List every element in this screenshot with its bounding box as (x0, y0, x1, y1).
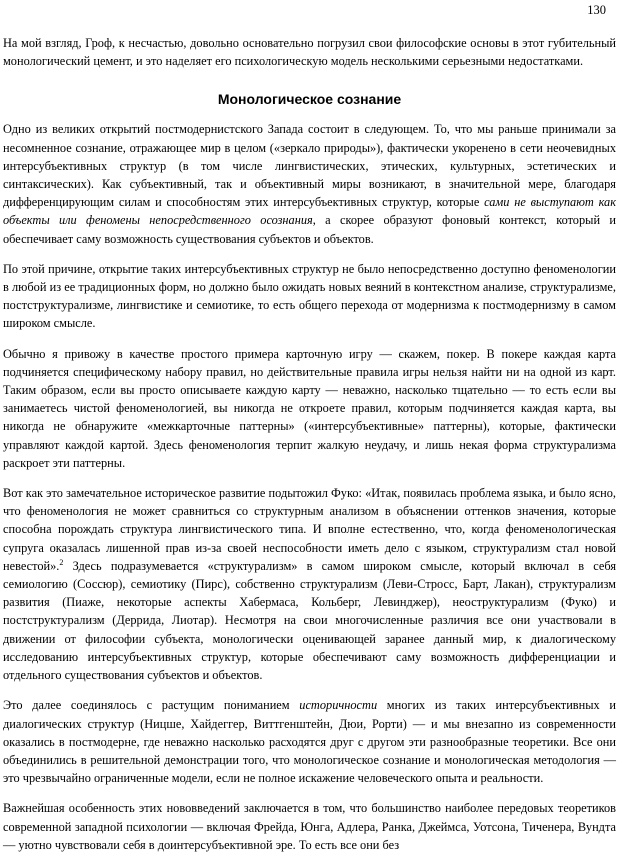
paragraph-4 (3, 484, 616, 684)
paragraph-1-emphasis: сами не выступают как объекты или феномены непосредственного осознания (3, 195, 616, 228)
paragraph-5-text-a: Это далее соединялось с растущим пониманием (3, 698, 300, 713)
paragraph-1-text-a: Одно из великих открытий постмодернистского Запада состоит в следующем. То, что мы раньше принимали за несомненное сознание, отражающее мир в целом («зеркало природы»), фактически укоренено в сети неочевидных интерсубъективных структур (в том числе лингвистических, этических, культурных, эстетических и синтаксических). Как субъективный, так и объективный миры возникают, в значительной мере, благодаря дифференцирующим силам и способностям этих интерсубъективных структур, которые (3, 122, 616, 210)
footnote-ref: 2 (59, 557, 64, 567)
paragraph-6: Важнейшая особенность этих нововведений заключается в том, что большинство наиболее передовых теоретиков современной западной психологии — включая Фрейда, Юнга, Адлера, Ранка, Джеймса, Уотсона, Тиченера, Вундта — уютно чувствовали себя в доинтерсубъективной эре. То есть все они без (3, 801, 616, 852)
paragraph-5-emphasis: историчности (299, 698, 378, 713)
paragraph-5-text-b: многих из таких интерсубъективных и диалогических структур (Ницше, Хайдеггер, Виттгенштейн, Дюи, Рорти) — и мы внезапно из современности оказались в постмодерне, где неважно насколько расходятся друг с другом эти разнообразные теоретики. Все они объединились в решительной демонстрации того, что монологическое сознание и монологическая методология — это чрезвычайно ограниченные модели, если не полное искажение человеческого опыта и реальности. (3, 698, 616, 786)
paragraph-intro: На мой взгляд, Гроф, к несчастью, довольно основательно погрузил свои философские основы в этот губительный монологический цемент, и это наделяет его психологическую модель несколькими серьезными недостатками. (3, 36, 616, 69)
paragraph-3: Обычно я привожу в качестве простого примера карточную игру — скажем, покер. В покере каждая карта подчиняется специфическому набору правил, но действительные правила игры нельзя найти ни на одной из карт. Таким образом, если вы просто описываете каждую карту — неважно, насколько тщательно — то есть если вы занимаетесь чистой феноменологией, вы никогда не откроете правил, которым подчиняется каждая карта, вы никогда не обнаружите «межкарточные паттерны» («интерсубъективные» паттерны), которые, фактически управляют каждой картой. Здесь феноменология терпит жалкую неудачу, и лишь некая форма структурализма раскроет эти паттерны. (3, 346, 616, 470)
paragraph-2: По этой причине, открытие таких интерсубъективных структур не было непосредственно доступно феноменологии в любой из ее традиционных форм, но должно было ожидать новых веяний в контекстном анализе, структурализме, постструктурализме, лингвистике и семиотике, то есть общего перехода от модернизма к постмодернизму в самом широком смысле. (3, 261, 616, 331)
section-heading: Монологическое сознание (217, 91, 402, 108)
page-number: 130 (587, 3, 606, 17)
paragraph-5 (3, 696, 616, 787)
paragraph-4-text-b: Здесь подразумевается «структурализм» в самом широком смысле, который включал в себя семиологию (Соссюр), семиотику (Пирс), собственно структурализм (Леви-Стросс, Барт, Лакан), структурализм развития (Пиаже, некоторые аспекты Хабермаса, Кольберг, Левинджер), неоструктурализм (Фуко) и постструктурализм (Деррида, Лиотар). Несмотря на свои многочисленные различия все они участвовали в движении от философии субъекта, монологически оценивающей заранее данный мир, к диалогическому исследованию интерсубъективных структур, которые обеспечивают саму возможность дифференциации и отдельного существования субъектов и объектов. (3, 558, 616, 683)
paragraph-1 (3, 120, 616, 247)
paragraph-1-text-b: , а скорее образуют фоновый контекст, который и обеспечивает саму возможность существования субъектов и объектов. (3, 213, 616, 246)
page-content (3, 34, 616, 854)
paragraph-4-text-a: Вот как это замечательное историческое развитие подытожил Фуко: «Итак, появилась проблема языка, и было ясно, что феноменология не может сравниться со структурным анализом в объяснении оттенков значения, которые способна порождать структура лингвистического типа. И вполне естественно, что, когда феноменологическая супруга оказалась лишенной прав из-за своей неспособности иметь дело с языком, структурализм стал новой невестой». (3, 486, 616, 573)
